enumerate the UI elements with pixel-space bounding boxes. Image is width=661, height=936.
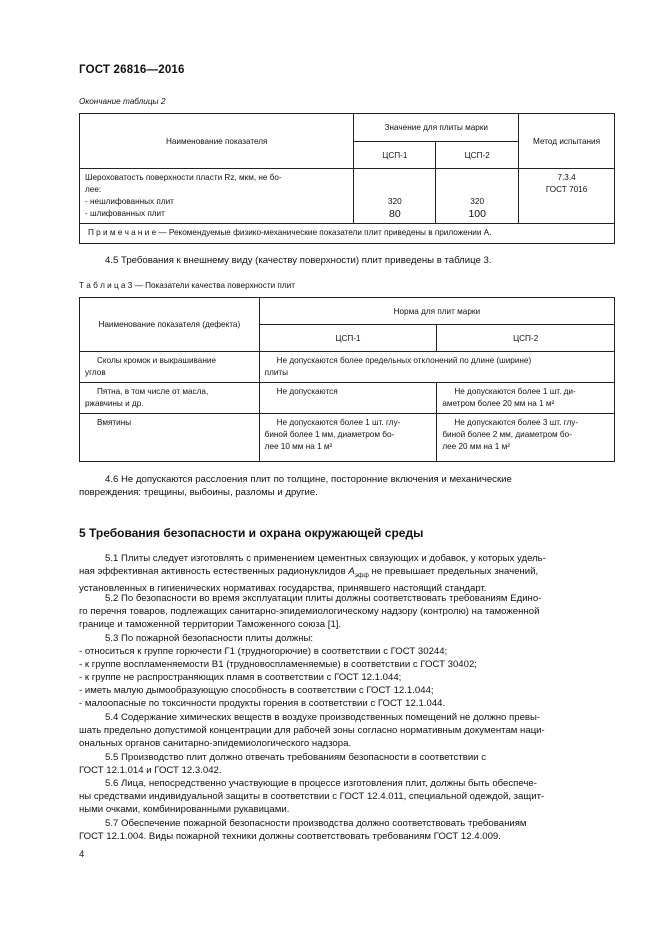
table3 (79, 297, 615, 462)
paragraph-5-1: 5.1 Плиты следует изготовлять с применением цементных связующих и добавок, у которых удель- ная эффективная активность естественных радионуклидов $A_{эфф}$ не превышает предельных значений, установленных в гигиенических нормативах государства, принявшего настоящий стандарт. (79, 553, 546, 594)
table2-head-method: Метод испытания (519, 114, 615, 169)
document-header: ГОСТ 26816—2016 (79, 64, 185, 76)
list-item: - иметь малую дымообразующую способность в соответствии с ГОСТ 12.1.044; (79, 685, 434, 696)
page-number: 4 (79, 849, 85, 860)
section-5-title: 5 Требования безопасности и охрана окружающей среды (79, 526, 424, 540)
table2-head-csp2: ЦСП-2 (436, 142, 519, 169)
list-item: - относиться к группе горючести Г1 (трудногорючие) в соответствии с ГОСТ 30244; (79, 646, 448, 657)
table2-head-value-group: Значение для плиты марки (354, 114, 519, 142)
table3-caption: Т а б л и ц а 3 — Показатели качества поверхности плит (79, 281, 295, 290)
table2-row-csp1: 320 80 (354, 169, 436, 224)
table3-row-csp1: Не допускаются (259, 383, 437, 414)
table3-row-name: Сколы кромок и выкрашивание углов (80, 352, 260, 383)
table2-row-csp2: 320 100 (436, 169, 519, 224)
table3-head-indicator: Наименование показателя (дефекта) (80, 298, 260, 352)
table3-row-name: Пятна, в том числе от масла, ржавчины и др. (80, 383, 260, 414)
table2-head-indicator: Наименование показателя (80, 114, 354, 169)
paragraph-4-6: 4.6 Не допускаются расслоения плит по толщине, посторонние включения и механические повреждения: трещины, выбоины, разломы и другие. (79, 474, 512, 498)
table3-row-value: Не допускаются более предельных отклонений по длине (ширине) плиты (259, 352, 614, 383)
table2-note: П р и м е ч а н и е — Рекомендуемые физико-механические показатели плит приведены в приложении А. (80, 224, 615, 244)
paragraph-5-2: 5.2 По безопасности во время эксплуатации плиты должны соответствовать требованиям Едино- го перечня товаров, подлежащих санитарно-эпидемиологическому надзору (контролю) на таможенной границе и таможенной территории Таможенного союза [1]. (79, 593, 542, 630)
table3-row-csp1: Не допускаются более 1 шт. глу- биной более 1 мм, диаметром бо- лее 10 мм на 1 м² (259, 414, 437, 462)
table3-head-csp2: ЦСП-2 (437, 325, 615, 352)
table3-head-norm-group: Норма для плит марки (259, 298, 614, 325)
table2-head-csp1: ЦСП-1 (354, 142, 436, 169)
paragraph-5-6: 5.6 Лица, непосредственно участвующие в процессе изготовления плит, должны быть обеспече- ны средствами индивидуальной защиты в соответствии с ГОСТ 12.4.011, специальной одеждой, защит- ными очками, комбинированными рукавицами. (79, 778, 545, 815)
table2-row-name: Шероховатость поверхности пласти Rz, мкм, не бо- лее: - нешлифованных плит - шлифованных плит (80, 169, 354, 224)
table3-row-csp2: Не допускаются более 1 шт. ди- аметром более 20 мм на 1 м² (437, 383, 615, 414)
paragraph-5-7: 5.7 Обеспечение пожарной безопасности производства должно соответствовать требованиям ГОСТ 12.1.004. Виды пожарной техники должны соответствовать требованиям ГОСТ 12.4.009. (79, 818, 527, 842)
table3-head-csp1: ЦСП-1 (259, 325, 437, 352)
list-item: - малоопасные по токсичности продукты горения в соответствии с ГОСТ 12.1.044. (79, 698, 446, 709)
table2 (79, 113, 615, 244)
table2-row-method: 7.3.4 ГОСТ 7016 (519, 169, 615, 224)
list-item: - к группе не распространяющих пламя в соответствии с ГОСТ 12.1.044; (79, 672, 402, 683)
paragraph-5-4: 5.4 Содержание химических веществ в воздухе производственных помещений не должно превы- шать предельно допустимой концентрации для рабочей зоны согласно нормативным документам наци- ональных органов санитарно-эпидемиологического надзора. (79, 712, 545, 749)
paragraph-5-3: 5.3 По пожарной безопасности плиты должны: - относиться к группе горючести Г1 (трудногорючие) в соответствии с ГОСТ 30244; - к группе воспламеняемости В1 (трудновоспламеняемые) в соответствии с ГОСТ 30402; - к группе не распространяющих пламя в соответствии с ГОСТ 12.1.044; - иметь малую дымообразующую способность в соответствии с ГОСТ 12.1.044; - малоопасные по токсичности продукты горения в соответствии с ГОСТ 12.1.044. (79, 632, 615, 710)
table2-caption: Окончание таблицы 2 (79, 97, 166, 106)
paragraph-5-5: 5.5 Производство плит должно отвечать требованиям безопасности в соответствии с ГОСТ 12.1.014 и ГОСТ 12.3.042. (79, 752, 486, 776)
list-item: - к группе воспламеняемости В1 (трудновоспламеняемые) в соответствии с ГОСТ 30402; (79, 659, 477, 670)
paragraph-4-5: 4.5 Требования к внешнему виду (качеству поверхности) плит приведены в таблице 3. (105, 255, 492, 266)
table3-row-csp2: Не допускаются более 3 шт. глу- биной более 2 мм, диаметром бо- лее 20 мм на 1 м² (437, 414, 615, 462)
table3-row-name: Вмятины (80, 414, 260, 462)
